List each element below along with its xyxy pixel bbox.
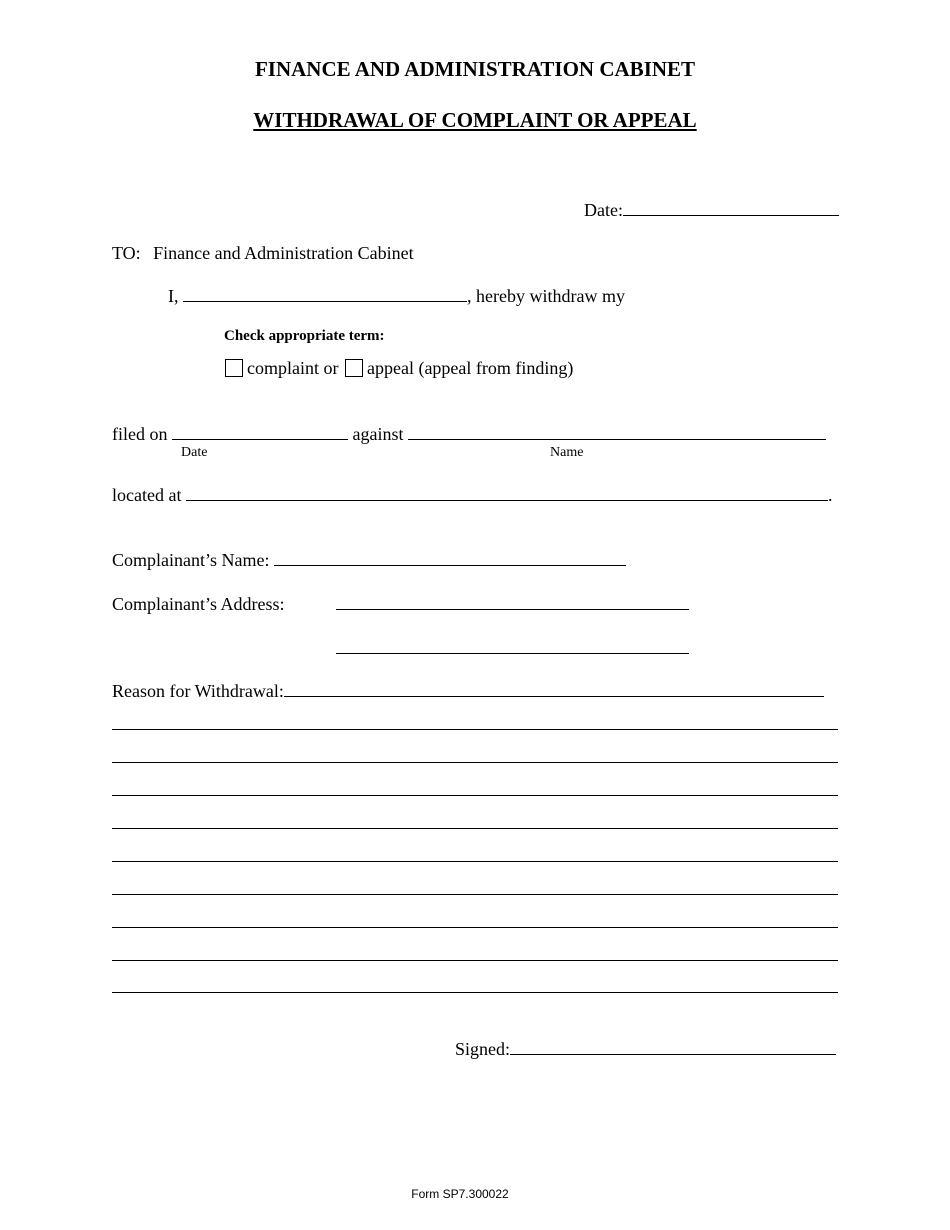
reason-line[interactable] (112, 960, 838, 961)
form-title: WITHDRAWAL OF COMPLAINT OR APPEAL (253, 108, 697, 132)
reason-line[interactable] (112, 828, 838, 829)
term-options (225, 357, 573, 379)
address-line-1[interactable] (336, 609, 689, 610)
filed-line (112, 423, 826, 445)
date-caption: Date (181, 445, 208, 460)
complainant-address-label: Complainant’s Address: (112, 594, 285, 614)
reason-line[interactable] (112, 729, 838, 730)
withdraw-statement (168, 285, 625, 307)
appeal-option-label: appeal (appeal from finding) (366, 358, 574, 378)
complaint-checkbox[interactable] (225, 359, 243, 377)
reason-line[interactable] (112, 992, 838, 993)
against-name-input-line[interactable] (408, 423, 826, 440)
complainant-name-row (112, 549, 626, 571)
complainant-name-input-line[interactable] (183, 285, 467, 302)
location-period: . (827, 485, 833, 505)
form-number: Form SP7.300022 (411, 1187, 509, 1201)
location-line (112, 484, 832, 506)
signed-label: Signed: (455, 1039, 511, 1059)
to-recipient: Finance and Administration Cabinet (153, 243, 414, 263)
address-line-2[interactable] (336, 653, 689, 654)
reason-line[interactable] (112, 927, 838, 928)
reason-label: Reason for Withdrawal: (112, 681, 284, 701)
complainant-name-line[interactable] (274, 549, 626, 566)
against-label: against (352, 424, 404, 444)
date-input-line[interactable] (623, 199, 839, 216)
reason-line[interactable] (112, 762, 838, 763)
reason-line[interactable] (112, 795, 838, 796)
statement-suffix: , hereby withdraw my (467, 286, 625, 306)
signature-row (455, 1038, 836, 1060)
to-line (112, 242, 414, 264)
to-label: TO: (112, 243, 141, 263)
agency-heading: FINANCE AND ADMINISTRATION CABINET (254, 57, 696, 81)
name-caption: Name (550, 445, 584, 460)
reason-row (112, 680, 824, 702)
reason-line[interactable] (112, 861, 838, 862)
date-field (584, 199, 839, 221)
complaint-option-label: complaint or (247, 358, 339, 378)
statement-prefix: I, (168, 286, 179, 306)
complainant-name-label: Complainant’s Name: (112, 550, 270, 570)
location-input-line[interactable] (186, 484, 828, 501)
reason-line[interactable] (112, 894, 838, 895)
located-at-label: located at (112, 485, 182, 505)
reason-line-0[interactable] (284, 680, 824, 697)
date-label: Date: (584, 200, 623, 220)
filed-on-label: filed on (112, 424, 168, 444)
signature-input-line[interactable] (510, 1038, 836, 1055)
appeal-checkbox[interactable] (345, 359, 363, 377)
term-instruction: Check appropriate term: (224, 328, 385, 344)
filed-date-input-line[interactable] (172, 423, 348, 440)
